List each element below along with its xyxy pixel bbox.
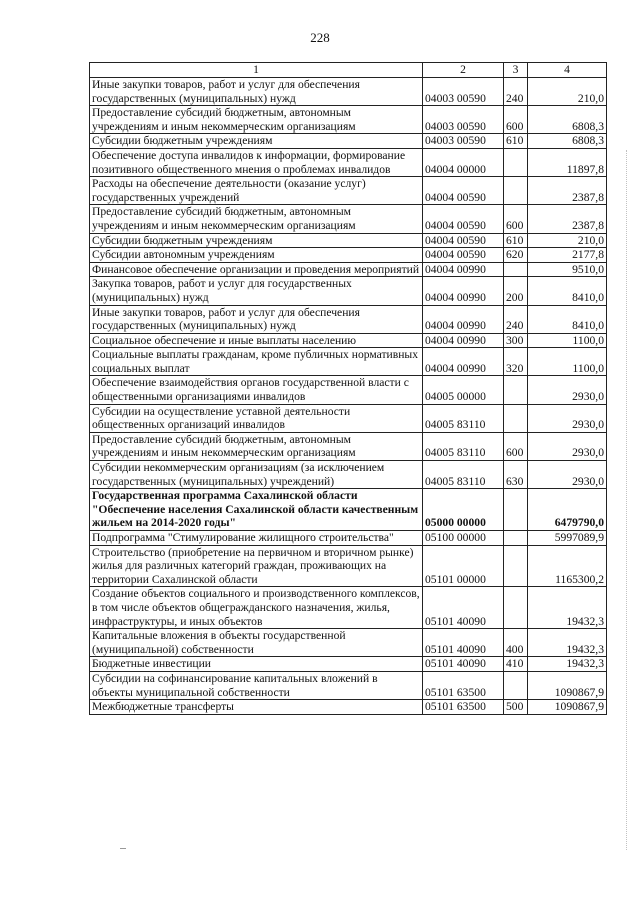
row-sum: 1090867,9 (528, 700, 607, 715)
row-name: Иные закупки товаров, работ и услуг для обеспечения государственных (муниципальных) нужд (90, 305, 423, 333)
row-type: 200 (504, 277, 528, 305)
row-name: Субсидии на софинансирование капитальных вложений в объекты муниципальной собственности (90, 671, 423, 699)
row-name: Субсидии автономным учреждениям (90, 248, 423, 263)
row-sum: 1100,0 (528, 348, 607, 376)
row-code: 04003 00590 (423, 106, 504, 134)
row-code: 04004 00000 (423, 148, 504, 176)
row-type: 620 (504, 248, 528, 263)
header-col-name: 1 (90, 63, 423, 78)
table-row (90, 587, 607, 629)
row-name: Обеспечение взаимодействия органов государственной власти с общественными организациями инвалидов (90, 376, 423, 404)
row-type: 240 (504, 305, 528, 333)
row-code: 04004 00590 (423, 233, 504, 248)
table-row (90, 106, 607, 134)
row-type (504, 376, 528, 404)
table-row (90, 205, 607, 233)
row-sum: 2177,8 (528, 248, 607, 263)
row-name: Подпрограмма "Стимулирование жилищного строительства" (90, 531, 423, 546)
table-row (90, 262, 607, 277)
budget-table (89, 62, 607, 715)
table-row (90, 671, 607, 699)
row-name: Субсидии бюджетным учреждениям (90, 233, 423, 248)
row-code: 04005 00000 (423, 376, 504, 404)
row-code: 05000 00000 (423, 489, 504, 531)
row-sum: 2930,0 (528, 376, 607, 404)
row-sum: 8410,0 (528, 305, 607, 333)
row-code: 04005 83110 (423, 404, 504, 432)
row-sum: 210,0 (528, 78, 607, 106)
row-type (504, 587, 528, 629)
row-sum: 2387,8 (528, 177, 607, 205)
row-type (504, 531, 528, 546)
row-name: Межбюджетные трансферты (90, 700, 423, 715)
table-row (90, 78, 607, 106)
row-type: 610 (504, 134, 528, 149)
header-col-code: 2 (423, 63, 504, 78)
row-type: 410 (504, 657, 528, 672)
table-body (90, 78, 607, 715)
row-sum: 2930,0 (528, 404, 607, 432)
row-type: 500 (504, 700, 528, 715)
row-type (504, 404, 528, 432)
row-name: Субсидии бюджетным учреждениям (90, 134, 423, 149)
row-name: Субсидии на осуществление уставной деятельности общественных организаций инвалидов (90, 404, 423, 432)
row-name: Финансовое обеспечение организации и проведения мероприятий (90, 262, 423, 277)
table-row (90, 148, 607, 176)
row-code: 04004 00590 (423, 248, 504, 263)
row-type: 610 (504, 233, 528, 248)
row-type (504, 671, 528, 699)
row-type: 320 (504, 348, 528, 376)
row-code: 05101 63500 (423, 671, 504, 699)
table-row (90, 489, 607, 531)
row-code: 04004 00990 (423, 277, 504, 305)
table-row (90, 432, 607, 460)
row-sum: 6808,3 (528, 106, 607, 134)
row-name: Капитальные вложения в объекты государственной (муниципальной) собственности (90, 629, 423, 657)
table-row (90, 305, 607, 333)
row-code: 05101 63500 (423, 700, 504, 715)
row-name: Предоставление субсидий бюджетным, автономным учреждениям и иным некоммерческим организациям (90, 205, 423, 233)
table-header-row (90, 63, 607, 78)
row-code: 04004 00990 (423, 333, 504, 348)
row-sum: 1100,0 (528, 333, 607, 348)
row-sum: 19432,3 (528, 587, 607, 629)
row-sum: 19432,3 (528, 629, 607, 657)
row-name: Обеспечение доступа инвалидов к информации, формирование позитивного общественного мнения о проблемах инвалидов (90, 148, 423, 176)
row-name: Социальные выплаты гражданам, кроме публичных нормативных социальных выплат (90, 348, 423, 376)
row-code: 04004 00990 (423, 305, 504, 333)
table-row (90, 629, 607, 657)
table-row (90, 657, 607, 672)
row-name: Государственная программа Сахалинской области "Обеспечение населения Сахалинской области качественным жильем на 2014-2020 годы" (90, 489, 423, 531)
table-row (90, 233, 607, 248)
row-code: 04005 83110 (423, 432, 504, 460)
row-type (504, 489, 528, 531)
row-code: 04004 00590 (423, 177, 504, 205)
table-row (90, 545, 607, 587)
row-sum: 6808,3 (528, 134, 607, 149)
row-type: 630 (504, 461, 528, 489)
row-code: 05101 00000 (423, 545, 504, 587)
row-name: Субсидии некоммерческим организациям (за исключением государственных (муниципальных) учреждений) (90, 461, 423, 489)
row-code: 05100 00000 (423, 531, 504, 546)
scan-footer-mark (120, 848, 126, 849)
row-name: Предоставление субсидий бюджетным, автономным учреждениям и иным некоммерческим организациям (90, 432, 423, 460)
row-type: 400 (504, 629, 528, 657)
row-name: Предоставление субсидий бюджетным, автономным учреждениям и иным некоммерческим организациям (90, 106, 423, 134)
header-col-type: 3 (504, 63, 528, 78)
row-name: Расходы на обеспечение деятельности (оказание услуг) государственных учреждений (90, 177, 423, 205)
row-code: 04004 00990 (423, 262, 504, 277)
row-name: Создание объектов социального и производственного комплексов, в том числе объектов общегражданского назначения, жилья, инфраструктуры, и иных объектов (90, 587, 423, 629)
table-row (90, 277, 607, 305)
row-name: Бюджетные инвестиции (90, 657, 423, 672)
row-sum: 19432,3 (528, 657, 607, 672)
row-code: 04004 00590 (423, 205, 504, 233)
row-code: 04003 00590 (423, 134, 504, 149)
scan-edge-marks (626, 150, 637, 850)
table-row (90, 248, 607, 263)
row-type: 600 (504, 205, 528, 233)
table-row (90, 700, 607, 715)
row-type (504, 148, 528, 176)
row-code: 04004 00990 (423, 348, 504, 376)
table-row (90, 531, 607, 546)
row-sum: 6479790,0 (528, 489, 607, 531)
table-row (90, 177, 607, 205)
row-code: 05101 40090 (423, 657, 504, 672)
row-sum: 210,0 (528, 233, 607, 248)
row-sum: 8410,0 (528, 277, 607, 305)
row-sum: 2387,8 (528, 205, 607, 233)
row-type (504, 545, 528, 587)
row-code: 05101 40090 (423, 629, 504, 657)
table-row (90, 134, 607, 149)
row-code: 04003 00590 (423, 78, 504, 106)
table-row (90, 348, 607, 376)
page-number: 228 (310, 30, 330, 45)
row-name: Строительство (приобретение на первичном и вторичном рынке) жилья для различных категорий граждан, проживающих на территории Сахалинской области (90, 545, 423, 587)
row-sum: 1165300,2 (528, 545, 607, 587)
row-type: 300 (504, 333, 528, 348)
row-sum: 2930,0 (528, 461, 607, 489)
table-row (90, 461, 607, 489)
header-col-sum: 4 (528, 63, 607, 78)
table-row (90, 376, 607, 404)
row-type: 600 (504, 432, 528, 460)
row-sum: 11897,8 (528, 148, 607, 176)
row-sum: 5997089,9 (528, 531, 607, 546)
row-type (504, 177, 528, 205)
row-sum: 2930,0 (528, 432, 607, 460)
row-name: Закупка товаров, работ и услуг для государственных (муниципальных) нужд (90, 277, 423, 305)
row-sum: 9510,0 (528, 262, 607, 277)
row-code: 05101 40090 (423, 587, 504, 629)
row-type (504, 262, 528, 277)
table-row (90, 404, 607, 432)
row-type: 240 (504, 78, 528, 106)
row-type: 600 (504, 106, 528, 134)
table-row (90, 333, 607, 348)
row-name: Социальное обеспечение и иные выплаты населению (90, 333, 423, 348)
row-code: 04005 83110 (423, 461, 504, 489)
row-name: Иные закупки товаров, работ и услуг для обеспечения государственных (муниципальных) нужд (90, 78, 423, 106)
row-sum: 1090867,9 (528, 671, 607, 699)
